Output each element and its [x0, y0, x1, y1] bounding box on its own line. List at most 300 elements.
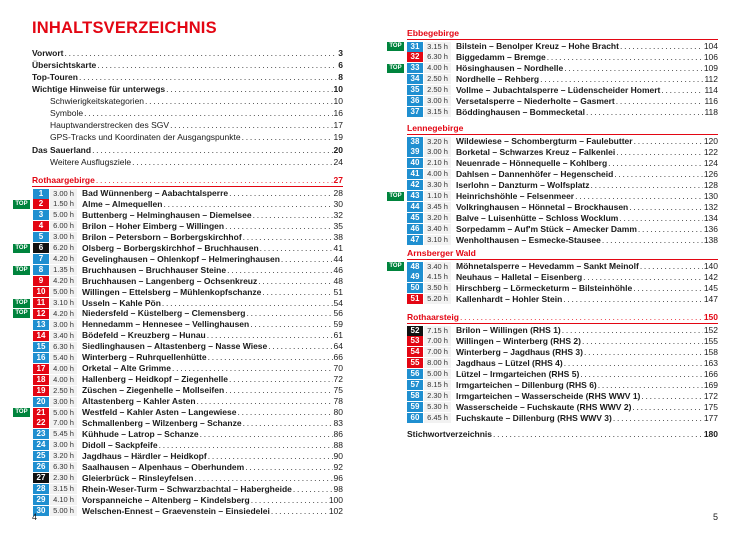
tour-duration: 2.10 h — [424, 158, 451, 168]
tour-number: 46 — [407, 224, 423, 234]
tour-entry[interactable] — [407, 191, 718, 202]
dot-leader — [207, 330, 333, 341]
toc-entry[interactable] — [50, 96, 343, 107]
dot-leader — [564, 358, 703, 369]
tour-duration: 8.15 h — [424, 380, 451, 390]
tour-entry[interactable] — [407, 358, 718, 369]
dot-leader — [132, 157, 332, 168]
tour-page: 128 — [703, 179, 718, 190]
tour-number: 15 — [33, 342, 49, 352]
tour-entry[interactable] — [33, 243, 343, 254]
tour-entry[interactable] — [407, 158, 718, 169]
tour-entry[interactable] — [33, 418, 343, 429]
tour-number: 11 — [33, 298, 49, 308]
tour-name: Balve – Luisenhütte – Schloss Wocklum — [456, 212, 619, 223]
tour-entry[interactable] — [33, 265, 343, 276]
tour-page: 132 — [703, 201, 718, 212]
tour-entry[interactable] — [407, 272, 718, 283]
tour-page: 147 — [703, 293, 718, 304]
tour-name: Westfeld – Kahler Asten – Langewiese — [82, 407, 237, 417]
tour-page: 142 — [703, 271, 718, 282]
dot-leader — [197, 396, 333, 407]
dot-leader — [97, 60, 337, 71]
tour-duration: 3.50 h — [424, 283, 451, 293]
tour-name: Hallenberg – Heidkopf – Ziegenhelle — [82, 374, 228, 385]
tour-name: Böddinghausen – Bommecketal — [456, 106, 585, 117]
tour-page: 64 — [333, 341, 343, 352]
tour-number: 52 — [407, 326, 423, 336]
tour-name: Borketal – Schwarzes Kreuz – Falkenlei — [456, 146, 616, 157]
tour-duration: 3.00 h — [50, 397, 77, 407]
toc-entry[interactable] — [50, 132, 343, 143]
toc-entry-page: 24 — [333, 157, 343, 167]
tour-page: 104 — [703, 41, 718, 51]
tour-name: Vollme – Jubachtalsperre – Lüdenscheider Homert — [456, 84, 661, 95]
dot-leader — [562, 325, 703, 336]
tour-duration: 4.00 h — [50, 375, 77, 385]
tour-name: Saalhausen – Alpenhaus – Oberhundem — [82, 461, 245, 472]
toc-entry-label: Symbole — [50, 108, 84, 118]
tour-name: Bödefeld – Kreuzberg – Hunau — [82, 330, 206, 341]
dot-leader — [583, 272, 703, 283]
dot-leader — [640, 261, 703, 272]
tour-number: 3 — [33, 210, 49, 220]
tour-duration: 3.15 h — [424, 42, 451, 52]
section-underline — [407, 134, 718, 135]
tour-page: 120 — [703, 136, 718, 146]
tour-duration: 3.45 h — [424, 202, 451, 212]
tour-name: Versetalsperre – Niederholte – Gasmert — [456, 95, 615, 106]
tour-page: 28 — [333, 188, 343, 198]
tour-page: 175 — [703, 401, 718, 412]
tour-number: 37 — [407, 107, 423, 117]
tour-duration: 3.30 h — [424, 180, 451, 190]
tour-name: Vorspanneiche – Altenberg – Kindelsberg — [82, 494, 250, 505]
tour-number: 34 — [407, 74, 423, 84]
tour-name: Siedlinghausen – Altastenberg – Nasse Wiese — [82, 341, 268, 352]
dot-leader — [96, 175, 333, 186]
tour-duration: 5.00 h — [50, 287, 77, 297]
rothaargebirge-section-heading-page: 27 — [333, 175, 343, 185]
tour-name: Fuchskaute – Dillenburg (RHS WWV 3) — [456, 412, 612, 423]
tour-page: 98 — [333, 483, 343, 494]
tour-number: 8 — [33, 265, 49, 275]
tour-entry[interactable] — [33, 232, 343, 243]
tour-page: 51 — [333, 286, 343, 297]
tour-duration: 5.30 h — [424, 402, 451, 412]
tour-duration: 4.00 h — [424, 63, 451, 73]
tour-number: 30 — [33, 506, 49, 516]
tour-entry[interactable] — [33, 385, 343, 396]
dot-leader — [200, 429, 333, 440]
dot-leader — [195, 473, 333, 484]
dot-leader — [227, 265, 332, 276]
tour-number: 43 — [407, 191, 423, 201]
tour-entry[interactable] — [407, 52, 718, 63]
tour-page: 75 — [333, 385, 343, 396]
tour-name: Iserlohn – Danzturm – Wolfsplatz — [456, 179, 590, 190]
tour-name: Orketal – Alte Grimme — [82, 363, 171, 374]
toc-entry-label: Top-Touren — [32, 72, 78, 82]
tour-entry[interactable] — [33, 473, 343, 484]
top-tour-badge: TOP — [387, 64, 404, 73]
tour-page: 177 — [703, 412, 718, 423]
tour-number: 23 — [33, 429, 49, 439]
tour-entry[interactable] — [407, 294, 718, 305]
tour-page: 66 — [333, 352, 343, 363]
toc-entry[interactable] — [50, 108, 343, 119]
tour-page: 169 — [703, 379, 718, 390]
dot-leader — [580, 369, 703, 380]
dot-leader — [246, 308, 332, 319]
tour-page: 78 — [333, 396, 343, 407]
toc-entry-label: Weitere Ausflugsziele — [50, 157, 132, 167]
dot-leader — [145, 96, 333, 107]
dot-leader — [591, 180, 703, 191]
tour-name: Neuenrade – Hönnequelle – Kohlberg — [456, 157, 608, 168]
tour-entry[interactable] — [407, 96, 718, 107]
tour-entry[interactable] — [407, 402, 718, 413]
tour-entry[interactable] — [407, 261, 718, 272]
tour-duration: 2.30 h — [424, 391, 451, 401]
tour-page: 172 — [703, 390, 718, 401]
region-1-section-heading: Lennegebirge — [407, 123, 464, 133]
tour-duration: 3.00 h — [50, 320, 77, 330]
tour-duration: 5.00 h — [424, 369, 451, 379]
tour-number: 31 — [407, 42, 423, 52]
tour-number: 49 — [407, 272, 423, 282]
tour-entry[interactable] — [33, 254, 343, 265]
tour-number: 36 — [407, 96, 423, 106]
right-page — [375, 0, 750, 535]
tour-name: Olsberg – Borbergskirchhof – Bruchhausen — [82, 242, 259, 253]
tour-page: 80 — [333, 407, 343, 417]
tour-name: Bruchhausen – Langenberg – Ochsenkreuz — [82, 275, 258, 286]
dot-leader — [258, 276, 332, 287]
dot-leader — [661, 85, 703, 96]
tour-page: 61 — [333, 330, 343, 341]
tour-duration: 3.20 h — [424, 137, 451, 147]
tour-entry[interactable] — [33, 374, 343, 385]
page-number-left: 4 — [32, 512, 38, 522]
toc-entry-page: 16 — [333, 108, 343, 118]
tour-entry[interactable] — [33, 210, 343, 221]
tour-entry[interactable] — [407, 202, 718, 213]
tour-number: 45 — [407, 213, 423, 223]
dot-leader — [237, 407, 332, 418]
tour-duration: 6.20 h — [50, 243, 77, 253]
toc-entry[interactable] — [32, 72, 343, 83]
tour-duration: 8.00 h — [424, 358, 451, 368]
tour-entry[interactable] — [407, 63, 718, 74]
tour-duration: 3.10 h — [424, 235, 451, 245]
tour-entry[interactable] — [33, 308, 343, 319]
tour-number: 51 — [407, 294, 423, 304]
dot-leader — [575, 191, 703, 202]
dot-leader — [281, 254, 333, 265]
tour-entry[interactable] — [33, 188, 343, 199]
toc-entry[interactable] — [50, 120, 343, 131]
tour-entry[interactable] — [407, 235, 718, 246]
tour-number: 2 — [33, 199, 49, 209]
tour-number: 55 — [407, 358, 423, 368]
tour-duration: 7.00 h — [424, 336, 451, 346]
tour-entry[interactable] — [33, 495, 343, 506]
tour-page: 130 — [703, 190, 718, 201]
dot-leader — [598, 380, 703, 391]
region-2-section-heading: Arnsberger Wald — [407, 248, 476, 258]
rothaargebirge-section-heading[interactable] — [32, 175, 343, 186]
tour-number: 5 — [33, 232, 49, 242]
tour-duration: 3.15 h — [424, 107, 451, 117]
tour-number: 21 — [33, 408, 49, 418]
tour-name: Welschen-Ennest – Graevenstein – Einsiedelei — [82, 505, 270, 516]
tour-name: Brilon – Hoher Eimberg – Willingen — [82, 220, 225, 231]
tour-entry[interactable] — [407, 74, 718, 85]
dot-leader — [584, 347, 703, 358]
dot-leader — [586, 107, 703, 118]
tour-entry[interactable] — [33, 298, 343, 309]
dot-leader — [582, 336, 703, 347]
tour-entry[interactable] — [33, 341, 343, 352]
tour-entry[interactable] — [33, 451, 343, 462]
toc-entry[interactable] — [50, 157, 343, 168]
tour-entry[interactable] — [33, 506, 343, 517]
tour-entry[interactable] — [407, 283, 718, 294]
tour-number: 9 — [33, 276, 49, 286]
tour-number: 18 — [33, 375, 49, 385]
tour-duration: 2.50 h — [424, 74, 451, 84]
section-underline — [407, 39, 718, 40]
tour-number: 40 — [407, 158, 423, 168]
tour-name: Bad Wünnenberg – Aabachtalsperre — [82, 188, 229, 198]
dot-leader — [641, 391, 702, 402]
tour-entry[interactable] — [33, 319, 343, 330]
top-tour-badge: TOP — [387, 192, 404, 201]
tour-name: Brilon – Petersborn – Borbergskirchhof — [82, 231, 242, 242]
keyword-index-entry-label: Stichwortverzeichnis — [407, 429, 493, 439]
tour-duration: 4.10 h — [50, 495, 77, 505]
tour-page: 35 — [333, 220, 343, 231]
tour-entry[interactable] — [407, 224, 718, 235]
tour-entry[interactable] — [33, 363, 343, 374]
tour-duration: 2.30 h — [50, 473, 77, 483]
tour-number: 14 — [33, 331, 49, 341]
toc-entry[interactable] — [32, 145, 343, 156]
tour-duration: 5.45 h — [50, 429, 77, 439]
dot-leader — [242, 132, 333, 143]
tour-duration: 4.20 h — [50, 276, 77, 286]
dot-leader — [620, 41, 703, 52]
tour-name: Gevelinghausen – Ohlenkopf – Helmeringhausen — [82, 253, 280, 264]
tour-number: 59 — [407, 402, 423, 412]
tour-page: 41 — [333, 242, 343, 253]
tour-number: 29 — [33, 495, 49, 505]
tour-duration: 3.00 h — [50, 232, 77, 242]
toc-entry-page: 17 — [333, 120, 343, 130]
tour-number: 50 — [407, 283, 423, 293]
tour-number: 25 — [33, 451, 49, 461]
tour-page: 112 — [704, 73, 718, 84]
tour-entry[interactable] — [33, 199, 343, 210]
tour-duration: 1.50 h — [50, 199, 77, 209]
tour-page: 44 — [333, 253, 343, 264]
toc-entry-label: Hauptwanderstrecken des SGV — [50, 120, 170, 130]
tour-duration: 4.00 h — [50, 364, 77, 374]
tour-entry[interactable] — [33, 276, 343, 287]
tour-name: Bruchhausen – Bruchhauser Steine — [82, 264, 227, 275]
toc-entry-label: Wichtige Hinweise für unterwegs — [32, 84, 166, 94]
tour-name: Willingen – Ettelsberg – Mühlenkopfschanze — [82, 286, 262, 297]
tour-duration: 7.00 h — [424, 347, 451, 357]
tour-page: 46 — [333, 264, 343, 275]
tour-name: Niedersfeld – Küstelberg – Clemensberg — [82, 308, 246, 319]
tour-duration: 4.20 h — [50, 254, 77, 264]
tour-duration: 7.15 h — [424, 326, 451, 336]
tour-duration: 4.15 h — [424, 272, 451, 282]
dot-leader — [614, 169, 703, 180]
tour-duration: 3.00 h — [424, 96, 451, 106]
tour-duration: 7.00 h — [50, 418, 77, 428]
tour-number: 28 — [33, 484, 49, 494]
tour-entry[interactable] — [407, 169, 718, 180]
tour-entry[interactable] — [33, 287, 343, 298]
tour-entry[interactable] — [407, 147, 718, 158]
tour-entry[interactable] — [407, 107, 718, 118]
tour-duration: 3.15 h — [50, 484, 77, 494]
tour-duration: 6.30 h — [424, 52, 451, 62]
tour-duration: 4.00 h — [424, 169, 451, 179]
tour-duration: 3.00 h — [424, 147, 451, 157]
toc-entry[interactable] — [32, 84, 343, 95]
tour-number: 17 — [33, 364, 49, 374]
dot-leader — [243, 418, 333, 429]
tour-page: 136 — [703, 223, 718, 234]
tour-entry[interactable] — [407, 213, 718, 224]
tour-entry[interactable] — [33, 440, 343, 451]
tour-duration: 4.20 h — [50, 309, 77, 319]
tour-duration: 5.00 h — [50, 210, 77, 220]
tour-entry[interactable] — [407, 325, 718, 336]
tour-entry[interactable] — [33, 221, 343, 232]
top-tour-badge: TOP — [13, 309, 30, 318]
tour-page: 126 — [703, 168, 718, 179]
tour-page: 109 — [703, 62, 718, 73]
tour-entry[interactable] — [33, 396, 343, 407]
toc-entry-page: 6 — [338, 60, 343, 70]
tour-page: 72 — [333, 374, 343, 385]
tour-name: Möhnetalsperre – Hevedamm – Sankt Meinolf — [456, 261, 639, 271]
tour-name: Winterberg – Ruhrquellenhütte — [82, 352, 207, 363]
tour-entry[interactable] — [407, 180, 718, 191]
tour-number: 20 — [33, 397, 49, 407]
tour-duration: 1.35 h — [50, 265, 77, 275]
toc-entry[interactable] — [32, 48, 343, 59]
toc-entry-page: 10 — [333, 96, 343, 106]
tour-number: 39 — [407, 147, 423, 157]
region-3-section-heading[interactable] — [407, 312, 718, 323]
tour-page: 54 — [333, 297, 343, 308]
toc-entry-page: 3 — [338, 48, 343, 58]
tour-name: Schmallenberg – Wilzenberg – Schanze — [82, 417, 242, 428]
dot-leader — [159, 440, 333, 451]
tour-entry[interactable] — [407, 336, 718, 347]
tour-entry[interactable] — [407, 380, 718, 391]
tour-page: 88 — [333, 439, 343, 450]
dot-leader — [208, 451, 333, 462]
dot-leader — [547, 52, 703, 63]
tour-number: 32 — [407, 52, 423, 62]
tour-page: 118 — [704, 106, 718, 117]
tour-page: 96 — [333, 472, 343, 483]
tour-duration: 3.20 h — [424, 213, 451, 223]
tour-entry[interactable] — [407, 413, 718, 424]
tour-name: Gleierbrück – Rinsleyfelsen — [82, 472, 194, 483]
tour-page: 122 — [703, 146, 718, 157]
keyword-index-entry[interactable] — [407, 429, 718, 440]
tour-page: 114 — [704, 84, 718, 95]
tour-entry[interactable] — [33, 330, 343, 341]
tour-entry[interactable] — [33, 429, 343, 440]
dot-leader — [629, 202, 703, 213]
tour-name: Kallenhardt – Hohler Stein — [456, 293, 563, 304]
tour-name: Lützel – Irmgarteichen (RHS 5) — [456, 368, 580, 379]
tour-entry[interactable] — [33, 407, 343, 418]
tour-entry[interactable] — [407, 85, 718, 96]
tour-duration: 6.30 h — [50, 342, 77, 352]
tour-entry[interactable] — [33, 484, 343, 495]
tour-number: 10 — [33, 287, 49, 297]
dot-leader — [166, 84, 332, 95]
tour-name: Alme – Almequellen — [82, 198, 163, 209]
tour-entry[interactable] — [407, 369, 718, 380]
tour-name: Hösinghausen – Nordhelle — [456, 62, 564, 73]
tour-page: 56 — [333, 308, 343, 319]
tour-entry[interactable] — [407, 136, 718, 147]
tour-name: Biggedamm – Bremge — [456, 51, 546, 62]
tour-name: Irmgarteichen – Dillenburg (RHS 6) — [456, 379, 597, 390]
tour-page: 152 — [703, 325, 718, 335]
tour-entry[interactable] — [407, 347, 718, 358]
toc-entry-page: 10 — [333, 84, 343, 94]
tour-name: Didoll – Sackpfeife — [82, 439, 158, 450]
tour-page: 86 — [333, 428, 343, 439]
dot-leader — [619, 213, 702, 224]
tour-name: Brilon – Willingen (RHS 1) — [456, 325, 561, 335]
dot-leader — [225, 385, 332, 396]
tour-name: Wildewiese – Schombergturm – Faulebutter — [456, 136, 633, 146]
tour-page: 48 — [333, 275, 343, 286]
page-title: INHALTSVERZEICHNIS — [32, 19, 217, 37]
toc-entry-label: Vorwort — [32, 48, 64, 58]
tour-name: Dahlsen – Dannenhöfer – Hegenscheid — [456, 168, 614, 179]
tour-name: Winterberg – Jagdhaus (RHS 3) — [456, 346, 583, 357]
dot-leader — [162, 298, 333, 309]
top-tour-badge: TOP — [13, 244, 30, 253]
tour-entry[interactable] — [33, 462, 343, 473]
tour-entry[interactable] — [33, 352, 343, 363]
tour-number: 16 — [33, 353, 49, 363]
tour-entry[interactable] — [407, 41, 718, 52]
toc-entry-page: 8 — [338, 72, 343, 82]
tour-page: 116 — [704, 95, 718, 106]
tour-duration: 3.00 h — [50, 440, 77, 450]
tour-entry[interactable] — [407, 391, 718, 402]
tour-duration: 5.00 h — [50, 506, 77, 516]
toc-entry[interactable] — [32, 60, 343, 71]
tour-name: Jagdhaus – Lützel (RHS 4) — [456, 357, 563, 368]
tour-number: 12 — [33, 309, 49, 319]
